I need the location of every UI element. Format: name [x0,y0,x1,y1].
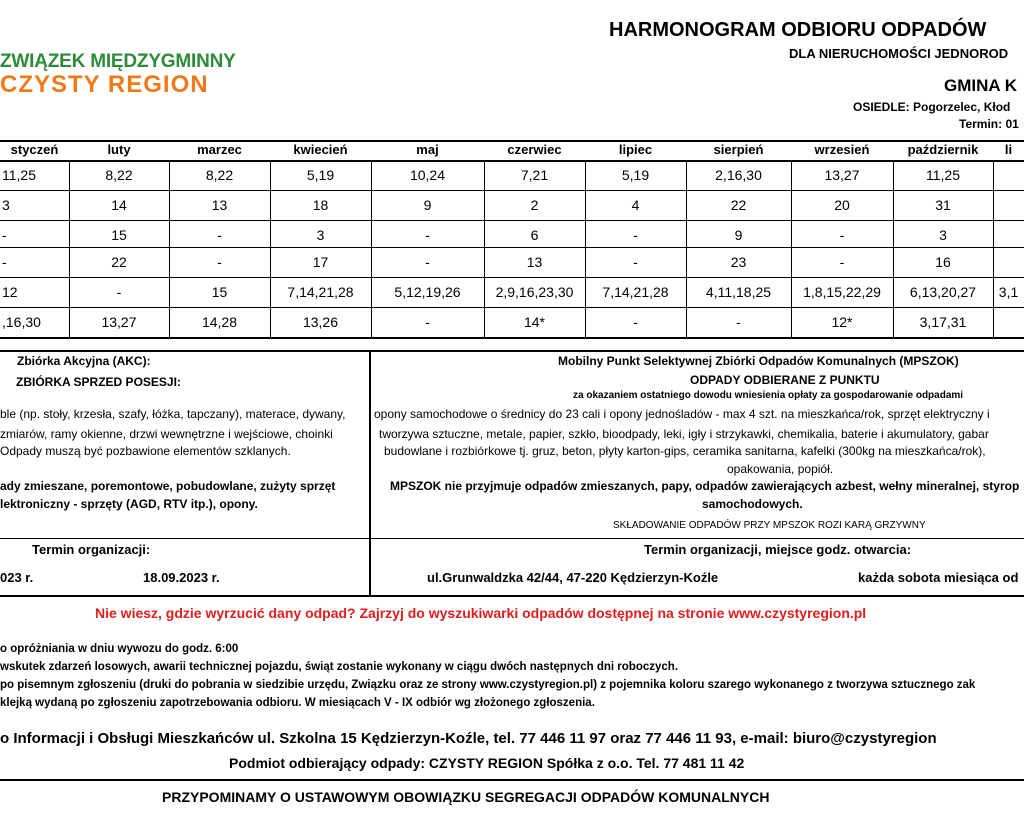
akc-heading: Zbiórka Akcyjna (AKC): [17,354,151,368]
schedule-cell: 14,28 [201,314,238,330]
schedule-cell: 18 [312,197,329,213]
schedule-cell: 3,17,31 [919,314,967,330]
schedule-table [0,140,1024,338]
schedule-cell: 6 [530,227,539,243]
month-header: kwiecień [293,142,348,157]
schedule-cell: - [736,314,741,330]
schedule-cell: - [633,314,638,330]
schedule-cell: 9 [734,227,743,243]
month-header: luty [107,142,131,157]
search-notice: Nie wiesz, gdzie wyrzucić dany odpad? Zajrzyj do wyszukiwarki odpadów dostępnej na stronie www.czystyregion.pl [95,605,867,621]
divider [0,779,1024,781]
schedule-cell: 15 [111,227,127,243]
schedule-cell: - [217,227,222,243]
schedule-cell: 8,22 [205,167,234,183]
schedule-cell: 9 [423,197,432,213]
month-header: sierpień [713,142,764,157]
info-section [0,350,1024,598]
schedule-cell: - [217,254,222,270]
schedule-cell: 6,13,20,27 [909,284,977,300]
schedule-cell: - [2,254,7,270]
schedule-cell: 3 [2,197,10,213]
schedule-cell: - [633,227,638,243]
schedule-cell: 12 [2,284,18,300]
logo-line-2: CZYSTY REGION [0,71,209,98]
schedule-cell [993,307,1024,337]
schedule-cell: 23 [730,254,747,270]
note-line: klejką wydaną po zgłoszeniu zapotrzebowania odbioru. W miesiącach V - IX odbiór wg złożonego zgłoszenia. [0,697,595,709]
osiedle-label: OSIEDLE: Pogorzelec, Kłod [853,100,1011,114]
note-line: o opróżniania w dniu wywozu do godz. 6:00 [0,643,239,655]
schedule-cell: 13,27 [101,314,137,330]
schedule-cell: - [839,227,845,243]
schedule-cell: 1,8,15,22,29 [803,284,881,300]
podmiot-line: Podmiot odbierający odpady: CZYSTY REGION Spółka z o.o. Tel. 77 481 11 42 [229,755,745,771]
schedule-cell: 11,25 [2,167,36,183]
mpszok-bold-line: MPSZOK nie przyjmuje odpadów zmieszanych, papy, odpadów zawierających azbest, wełny mineralnej, styrop [390,479,1020,493]
schedule-cell: 3 [939,227,947,243]
schedule-cell: 7,14,21,28 [287,284,354,300]
mpszok-hours: każda sobota miesiąca od [858,570,1019,585]
schedule-cell: - [425,227,430,243]
mpszok-subheading: ODPADY ODBIERANE Z PUNKTU [690,373,880,387]
gmina-label: GMINA K [944,76,1018,95]
schedule-cell: 5,19 [621,167,650,183]
schedule-cell: - [116,284,122,300]
schedule-cell: 17 [312,254,329,270]
reminder-banner: PRZYPOMINAMY O USTAWOWYM OBOWIĄZKU SEGREGACJI ODPADÓW KOMUNALNYCH [162,789,770,805]
schedule-cell: - [425,254,430,270]
page-title: HARMONOGRAM ODBIORU ODPADÓW [609,19,987,41]
schedule-cell: 8,22 [105,167,133,183]
schedule-cell: 14* [523,314,546,330]
schedule-cell: 22 [730,197,747,213]
divider [0,595,1024,597]
mpszok-bold-line: samochodowych. [702,497,803,511]
schedule-cell [993,190,1024,220]
divider [0,350,1024,352]
schedule-cell: 22 [111,254,127,270]
schedule-cell: - [2,227,7,243]
note-line: po pisemnym zgłoszeniu (druki do pobrania w siedzibie urzędu, Związku oraz ze strony www.czystyregion.pl) z pojemnika koloru szarego wykonanego z tworzywa sztucznego zak [0,679,976,691]
month-header: wrzesień [814,142,870,157]
schedule-cell: 13 [526,254,543,270]
schedule-cell: - [425,314,430,330]
schedule-cell: 14 [111,197,127,213]
mpszok-line: tworzywa sztuczne, metale, papier, szkło, bioodpady, leki, igły i strzykawki, chemikalia, baterie i akumulatory, gabar [379,427,989,441]
schedule-cell [993,220,1024,250]
page-subtitle: DLA NIERUCHOMOŚCI JEDNOROD [789,46,1009,61]
schedule-cell: 5,12,19,26 [394,284,461,300]
note-line: wskutek zdarzeń losowych, awarii technicznej pojazdu, świąt zostanie wykonany w ciągu dwóch następnych dni roboczych. [0,661,679,673]
schedule-cell: 3 [316,227,325,243]
akc-line: Odpady muszą być pozbawione elementów szklanych. [0,444,291,458]
akc-subheading: ZBIÓRKA SPRZED POSESJI: [16,375,181,389]
month-header: lipiec [618,142,653,157]
month-header: li [1004,142,1013,157]
akc-date: 023 r. [0,570,34,585]
schedule-cell: 2 [530,197,539,213]
schedule-cell: 13,27 [824,167,860,183]
table-divider [0,337,1024,339]
month-header: styczeń [10,142,59,157]
month-header: maj [416,142,439,157]
schedule-cell: 10,24 [409,167,446,183]
schedule-cell: 4,11,18,25 [705,284,772,300]
schedule-cell: 4 [631,197,640,213]
schedule-cell: 15 [211,284,228,300]
akc-bold-line: ady zmieszane, poremontowe, pobudowlane, zużyty sprzęt [0,479,336,493]
akc-line: ble (np. stoły, krzesła, szafy, łóżka, tapczany), materace, dywany, [0,407,346,421]
month-header: czerwiec [507,142,562,157]
schedule-cell: 2,16,30 [715,167,762,183]
schedule-cell: 13 [211,197,228,213]
mpszok-address: ul.Grunwaldzka 42/44, 47-220 Kędzierzyn-Koźle [427,570,719,585]
schedule-cell: - [633,254,638,270]
mpszok-warning: SKŁADOWANIE ODPADÓW PRZY MPSZOK ROZI KARĄ GRZYWNY [613,520,926,531]
schedule-cell: 11,25 [926,167,960,183]
schedule-cell: 13,26 [302,314,339,330]
month-header: październik [907,142,979,157]
termin-label: Termin: 01 [959,117,1019,131]
akc-bold-line: lektroniczny - sprzęty (AGD, RTV itp.), opony. [0,497,258,511]
schedule-cell: 5,19 [306,167,335,183]
mpszok-termin-label: Termin organizacji, miejsce godz. otwarcia: [644,542,912,557]
contact-line: o Informacji i Obsługi Mieszkańców ul. Szkolna 15 Kędzierzyn-Koźle, tel. 77 446 11 97 oraz 77 446 11 93, e-mail: biuro@czystyregion [0,730,937,747]
schedule-cell: ,16,30 [2,314,41,330]
schedule-cell: 3,1 [998,284,1019,300]
mpszok-line: opakowania, popiół. [727,462,834,476]
month-header: marzec [197,142,242,157]
schedule-cell [993,247,1024,277]
schedule-cell: 12* [831,314,853,330]
schedule-cell [993,160,1024,190]
divider [369,350,371,597]
logo-line-1: ZWIĄZEK MIĘDZYGMINNY [0,51,236,72]
schedule-cell: 20 [834,197,850,213]
schedule-cell: 7,14,21,28 [602,284,669,300]
schedule-cell: - [839,254,845,270]
mpszok-line: budowlane i rozbiórkowe tj. gruz, beton, płyty karton-gips, ceramika sanitarna, kafelki (300kg na mieszkańca/rok), [384,444,986,458]
mpszok-small: za okazaniem ostatniego dowodu wniesienia opłaty za gospodarowanie odpadami [573,390,964,401]
schedule-cell: 7,21 [520,167,549,183]
schedule-cell: 31 [935,197,951,213]
mpszok-line: opony samochodowe o średnicy do 23 cali i opony jednośladów - max 4 szt. na mieszkańca/rok, sprzęt elektryczny i [374,407,990,421]
divider [0,538,1024,539]
akc-termin-label: Termin organizacji: [32,542,151,557]
akc-line: zmiarów, ramy okienne, drzwi wewnętrzne i wejściowe, choinki [0,427,333,441]
mpszok-heading: Mobilny Punkt Selektywnej Zbiórki Odpadów Komunalnych (MPSZOK) [558,354,959,368]
schedule-cell: 16 [935,254,951,270]
akc-date: 18.09.2023 r. [143,570,220,585]
schedule-cell: 2,9,16,23,30 [495,284,574,300]
